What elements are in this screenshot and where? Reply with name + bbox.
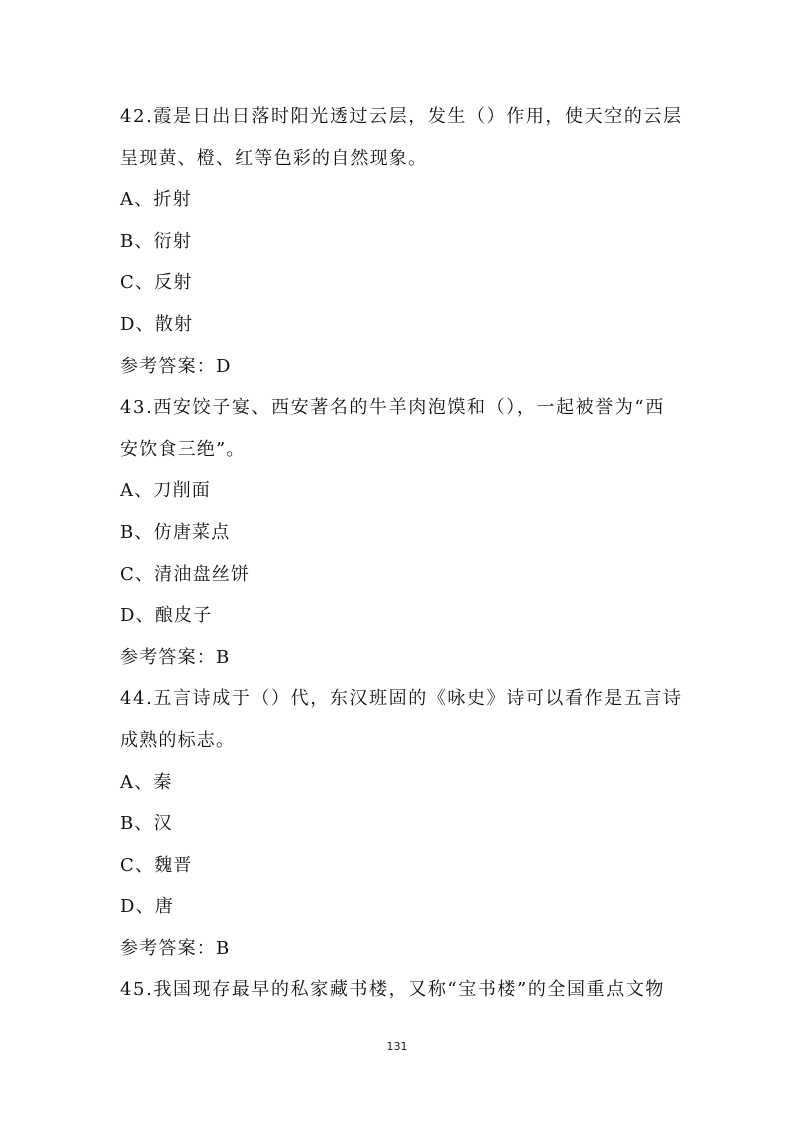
- option-a: A、刀削面: [120, 480, 211, 502]
- reference-answer: 参考答案：D: [120, 355, 232, 377]
- option-c: C、魏晋: [120, 854, 193, 876]
- question-text: [120, 969, 680, 1011]
- question-text: [120, 678, 683, 761]
- option-d: D、唐: [120, 896, 175, 918]
- question-line: 44.五言诗成于（）代，东汉班固的《咏史》诗可以看作是五言诗: [120, 688, 683, 710]
- question-42: [120, 96, 683, 387]
- question-text: [120, 96, 683, 179]
- option-a: A、秦: [120, 771, 173, 793]
- question-line: 成熟的标志。: [120, 729, 236, 751]
- option-b: B、仿唐菜点: [120, 521, 231, 543]
- option-d: D、散射: [120, 313, 194, 335]
- question-44: [120, 678, 683, 969]
- question-45: [120, 969, 680, 1011]
- question-43: [120, 387, 680, 678]
- question-line: 呈现黄、橙、红等色彩的自然现象。: [120, 147, 428, 169]
- option-a: A、折射: [120, 189, 192, 211]
- page-content: [120, 96, 683, 1011]
- page-number: 131: [386, 1040, 408, 1053]
- question-line: 安饮食三绝”。: [120, 438, 246, 460]
- question-line: 42.霞是日出日落时阳光透过云层，发生（）作用，使天空的云层: [120, 106, 683, 127]
- option-c: C、反射: [120, 272, 193, 294]
- option-d: D、酿皮子: [120, 605, 213, 627]
- reference-answer: 参考答案：B: [120, 937, 231, 959]
- question-line: 43.西安饺子宴、西安著名的牛羊肉泡馍和（），一起被誉为“西: [120, 397, 665, 419]
- option-b: B、汉: [120, 813, 173, 835]
- option-c: C、清油盘丝饼: [120, 563, 251, 585]
- option-b: B、衍射: [120, 230, 193, 252]
- question-line: 45.我国现存最早的私家藏书楼，又称“宝书楼”的全国重点文物: [120, 979, 666, 1001]
- reference-answer: 参考答案：B: [120, 646, 231, 668]
- question-text: [120, 387, 680, 470]
